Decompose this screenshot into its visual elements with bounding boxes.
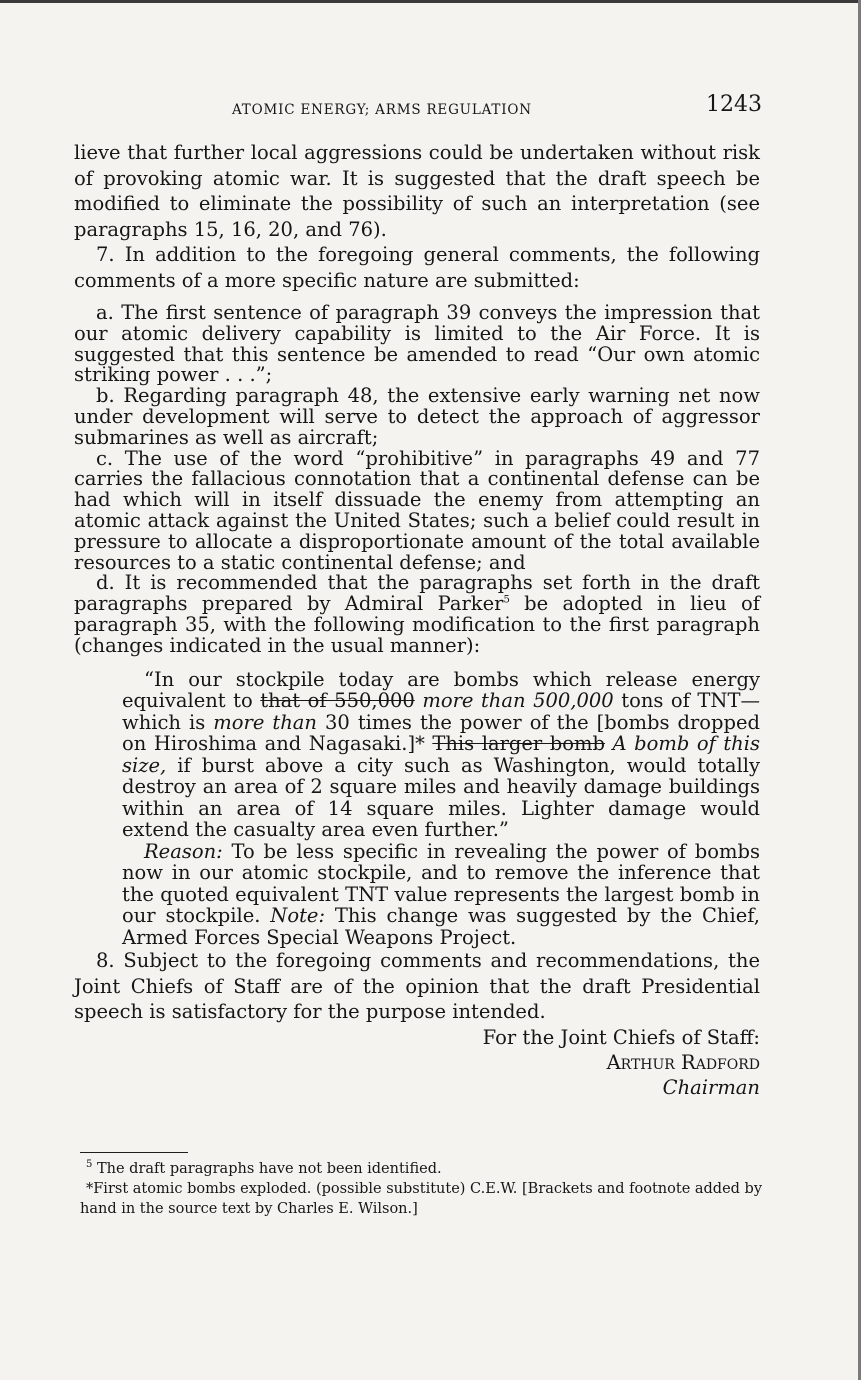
page-header: [0, 92, 861, 126]
struck-text-2: This larger bomb: [432, 732, 605, 756]
signatory-name: Arthur Radford: [606, 1050, 760, 1074]
running-title: ATOMIC ENERGY; ARMS REGULATION: [232, 102, 532, 118]
sub-item-d: [74, 573, 760, 656]
signature-for-line: For the Joint Chiefs of Staff:: [482, 1025, 760, 1049]
reason-paragraph: [122, 841, 760, 949]
inserted-text-1: more than 500,000: [422, 689, 614, 713]
reason-text: To be less specific in revealing the power of bombs now in our atomic stockpile, and to remove the inference that the quoted equivalent TNT value represents the largest bomb in our stockpile.: [122, 839, 760, 928]
specific-comments-list: [74, 303, 760, 657]
footnotes: [80, 1152, 766, 1219]
sub-item-c: c. The use of the word “prohibitive” in paragraphs 49 and 77 carries the fallacious connotation that a continental defense can be had which will in itself dissuade the enemy from attempting an atomic attack against the United States; such a belief could result in pressure to allocate a disproportionate amount of the total available resources to a static continental defense; and: [74, 446, 760, 574]
footnote-divider: [80, 1152, 188, 1153]
quote-text-3: 30 times the power of the [bombs dropped on Hiroshima and Nagasaki.]*: [122, 710, 761, 756]
quoted-modification: [122, 669, 760, 949]
footnote-ref-5: 5: [503, 594, 510, 606]
quote-text-2: tons of TNT—which is: [122, 689, 760, 734]
signature-block: [74, 1025, 760, 1100]
quote-text-1: “In our stockpile today are bombs which release energy equivalent to: [122, 667, 760, 713]
quote-text-4: if burst above a city such as Washington, would totally destroy an area of 2 square miles and heavily damage buildings within an area of 14 square miles. Lighter damage would extend the casualty area even further.”: [122, 753, 760, 842]
note-text: This change was suggested by the Chief, Armed Forces Special Weapons Project.: [122, 904, 760, 949]
sub-item-a: a. The first sentence of paragraph 39 conveys the impression that our atomic delivery capability is limited to the Air Force. It is suggested that this sentence be amended to read “Our own atomic striking power . . .”;: [74, 301, 760, 387]
note-label: Note:: [270, 904, 326, 928]
reason-label: Reason:: [144, 839, 223, 863]
footnote-5-text: The draft paragraphs have not been identified.: [92, 1161, 442, 1177]
inserted-text-2: more than: [213, 710, 317, 734]
document-body: [74, 140, 760, 1100]
struck-text-1: that of 550,000: [260, 689, 415, 713]
sub-item-d-text-1: d. It is recommended that the paragraphs set forth in the draft paragraphs prepared by Admiral Parker: [74, 571, 760, 616]
inserted-text-3: A bomb of this size,: [122, 732, 760, 777]
footnote-5: [80, 1159, 766, 1179]
paragraph-7: 7. In addition to the foregoing general comments, the following comments of a more specific nature are submitted:: [74, 243, 760, 292]
sub-item-d-text-2: be adopted in lieu of paragraph 35, with the following modification to the first paragraph (changes indicated in the usual manner):: [74, 592, 760, 657]
footnote-5-marker: 5: [86, 1159, 93, 1171]
quote-paragraph: [122, 669, 760, 841]
top-edge-rule: [0, 0, 861, 3]
page-number: 1243: [706, 92, 762, 117]
sub-item-b: b. Regarding paragraph 48, the extensive early warning net now under development will serve to detect the approach of aggressor submarines as well as aircraft;: [74, 384, 760, 449]
paragraph-continuation: lieve that further local aggressions could be undertaken without risk of provoking atomic war. It is suggested that the draft speech be modified to eliminate the possibility of such an interpretation (see paragraphs 15, 16, 20, and 76).: [74, 141, 760, 241]
signatory-title: Chairman: [662, 1075, 760, 1099]
footnote-star: *First atomic bombs exploded. (possible substitute) C.E.W. [Brackets and footnote added by hand in the source text by Charles E. Wilson.]: [80, 1181, 763, 1217]
paragraph-8: 8. Subject to the foregoing comments and recommendations, the Joint Chiefs of Staff are of the opinion that the draft Presidential speech is satisfactory for the purpose intended.: [74, 949, 760, 1024]
